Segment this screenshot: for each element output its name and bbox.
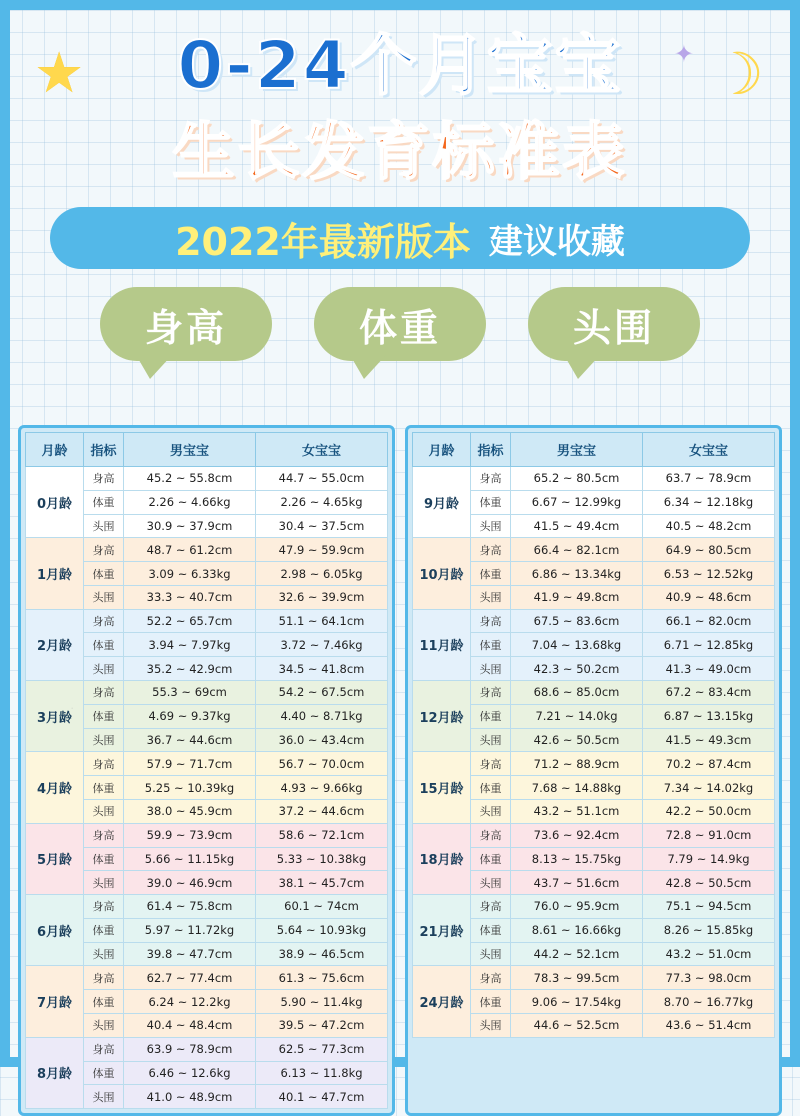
male-value: 41.5 ~ 49.4cm <box>511 514 643 538</box>
metric-label: 身高 <box>471 895 511 919</box>
male-value: 6.46 ~ 12.6kg <box>124 1061 256 1085</box>
metric-label: 体重 <box>471 633 511 657</box>
month-label: 12月龄 <box>413 681 471 752</box>
version-banner <box>50 207 750 269</box>
male-value: 45.2 ~ 55.8cm <box>124 467 256 491</box>
metric-label: 体重 <box>471 562 511 586</box>
male-value: 5.25 ~ 10.39kg <box>124 776 256 800</box>
metric-label: 体重 <box>471 704 511 728</box>
metric-label: 头围 <box>471 514 511 538</box>
metric-label: 头围 <box>84 799 124 823</box>
female-value: 70.2 ~ 87.4cm <box>643 752 775 776</box>
table-column-header-1: 指标 <box>84 433 124 467</box>
female-value: 42.8 ~ 50.5cm <box>643 871 775 895</box>
bubble-head-label: 头围 <box>528 287 700 361</box>
female-value: 66.1 ~ 82.0cm <box>643 609 775 633</box>
metric-label: 身高 <box>84 609 124 633</box>
female-value: 5.64 ~ 10.93kg <box>256 918 388 942</box>
month-label: 11月龄 <box>413 609 471 680</box>
metric-label: 身高 <box>84 467 124 491</box>
metric-label: 体重 <box>84 990 124 1014</box>
metric-label: 体重 <box>84 776 124 800</box>
table-column-header-2: 男宝宝 <box>511 433 643 467</box>
growth-table-left-card <box>18 425 395 1116</box>
male-value: 7.68 ~ 14.88kg <box>511 776 643 800</box>
female-value: 37.2 ~ 44.6cm <box>256 799 388 823</box>
table-column-header-3: 女宝宝 <box>256 433 388 467</box>
bubble-height <box>100 287 272 361</box>
male-value: 76.0 ~ 95.9cm <box>511 895 643 919</box>
female-value: 77.3 ~ 98.0cm <box>643 966 775 990</box>
month-label: 3月龄 <box>26 681 84 752</box>
female-value: 72.8 ~ 91.0cm <box>643 823 775 847</box>
month-label: 4月龄 <box>26 752 84 823</box>
male-value: 42.6 ~ 50.5cm <box>511 728 643 752</box>
male-value: 6.24 ~ 12.2kg <box>124 990 256 1014</box>
male-value: 65.2 ~ 80.5cm <box>511 467 643 491</box>
male-value: 55.3 ~ 69cm <box>124 681 256 705</box>
male-value: 44.2 ~ 52.1cm <box>511 942 643 966</box>
male-value: 43.2 ~ 51.1cm <box>511 799 643 823</box>
table-row <box>413 966 775 990</box>
month-label: 1月龄 <box>26 538 84 609</box>
female-value: 36.0 ~ 43.4cm <box>256 728 388 752</box>
female-value: 58.6 ~ 72.1cm <box>256 823 388 847</box>
table-row <box>26 681 388 705</box>
male-value: 5.97 ~ 11.72kg <box>124 918 256 942</box>
female-value: 7.79 ~ 14.9kg <box>643 847 775 871</box>
female-value: 39.5 ~ 47.2cm <box>256 1013 388 1037</box>
metric-label: 头围 <box>471 799 511 823</box>
table-header-row <box>413 433 775 467</box>
banner-note-label: 建议收藏 <box>488 221 625 262</box>
male-value: 42.3 ~ 50.2cm <box>511 657 643 681</box>
female-value: 41.3 ~ 49.0cm <box>643 657 775 681</box>
month-label: 8月龄 <box>26 1037 84 1108</box>
metric-label: 体重 <box>471 918 511 942</box>
female-value: 6.34 ~ 12.18kg <box>643 490 775 514</box>
month-label: 7月龄 <box>26 966 84 1037</box>
bubble-head <box>528 287 700 361</box>
table-column-header-0: 月龄 <box>26 433 84 467</box>
male-value: 71.2 ~ 88.9cm <box>511 752 643 776</box>
metric-label: 身高 <box>84 752 124 776</box>
female-value: 47.9 ~ 59.9cm <box>256 538 388 562</box>
female-value: 2.98 ~ 6.05kg <box>256 562 388 586</box>
male-value: 41.0 ~ 48.9cm <box>124 1085 256 1109</box>
table-column-header-0: 月龄 <box>413 433 471 467</box>
male-value: 39.0 ~ 46.9cm <box>124 871 256 895</box>
table-row <box>26 823 388 847</box>
male-value: 41.9 ~ 49.8cm <box>511 585 643 609</box>
table-row <box>26 752 388 776</box>
male-value: 5.66 ~ 11.15kg <box>124 847 256 871</box>
metric-label: 头围 <box>84 942 124 966</box>
metric-label: 体重 <box>84 562 124 586</box>
female-value: 5.33 ~ 10.38kg <box>256 847 388 871</box>
female-value: 2.26 ~ 4.65kg <box>256 490 388 514</box>
male-value: 6.86 ~ 13.34kg <box>511 562 643 586</box>
metric-label: 体重 <box>471 847 511 871</box>
male-value: 73.6 ~ 92.4cm <box>511 823 643 847</box>
male-value: 44.6 ~ 52.5cm <box>511 1013 643 1037</box>
month-label: 15月龄 <box>413 752 471 823</box>
female-value: 41.5 ~ 49.3cm <box>643 728 775 752</box>
metric-label: 体重 <box>84 704 124 728</box>
female-value: 5.90 ~ 11.4kg <box>256 990 388 1014</box>
metric-label: 身高 <box>471 752 511 776</box>
metric-label: 头围 <box>471 871 511 895</box>
female-value: 40.1 ~ 47.7cm <box>256 1085 388 1109</box>
female-value: 6.87 ~ 13.15kg <box>643 704 775 728</box>
table-row <box>413 681 775 705</box>
moon-icon: ☽ <box>712 42 764 107</box>
metric-label: 身高 <box>471 681 511 705</box>
growth-table-left <box>25 432 388 1109</box>
male-value: 52.2 ~ 65.7cm <box>124 609 256 633</box>
table-column-header-2: 男宝宝 <box>124 433 256 467</box>
male-value: 2.26 ~ 4.66kg <box>124 490 256 514</box>
male-value: 33.3 ~ 40.7cm <box>124 585 256 609</box>
female-value: 62.5 ~ 77.3cm <box>256 1037 388 1061</box>
metric-label: 身高 <box>471 538 511 562</box>
table-row <box>26 467 388 491</box>
female-value: 4.40 ~ 8.71kg <box>256 704 388 728</box>
table-row <box>413 895 775 919</box>
male-value: 6.67 ~ 12.99kg <box>511 490 643 514</box>
metric-label: 身高 <box>471 609 511 633</box>
female-value: 40.5 ~ 48.2cm <box>643 514 775 538</box>
title-row <box>0 18 800 107</box>
metric-label: 头围 <box>84 1013 124 1037</box>
metric-label: 身高 <box>84 1037 124 1061</box>
metric-label: 头围 <box>471 585 511 609</box>
female-value: 38.1 ~ 45.7cm <box>256 871 388 895</box>
table-header-row <box>26 433 388 467</box>
metric-label: 体重 <box>471 776 511 800</box>
male-value: 48.7 ~ 61.2cm <box>124 538 256 562</box>
female-value: 4.93 ~ 9.66kg <box>256 776 388 800</box>
month-label: 18月龄 <box>413 823 471 894</box>
bubble-weight-label: 体重 <box>314 287 486 361</box>
metric-label: 身高 <box>84 966 124 990</box>
female-value: 67.2 ~ 83.4cm <box>643 681 775 705</box>
metric-label: 头围 <box>84 585 124 609</box>
female-value: 61.3 ~ 75.6cm <box>256 966 388 990</box>
metric-label: 身高 <box>471 467 511 491</box>
bubble-tail-icon <box>350 355 386 379</box>
male-value: 3.09 ~ 6.33kg <box>124 562 256 586</box>
category-bubbles <box>50 287 750 361</box>
male-value: 35.2 ~ 42.9cm <box>124 657 256 681</box>
male-value: 62.7 ~ 77.4cm <box>124 966 256 990</box>
male-value: 40.4 ~ 48.4cm <box>124 1013 256 1037</box>
metric-label: 体重 <box>471 990 511 1014</box>
table-column-header-1: 指标 <box>471 433 511 467</box>
growth-table-right-card <box>405 425 782 1116</box>
metric-label: 身高 <box>471 966 511 990</box>
metric-label: 体重 <box>84 633 124 657</box>
metric-label: 身高 <box>471 823 511 847</box>
male-value: 7.21 ~ 14.0kg <box>511 704 643 728</box>
sparkle-icon: ✦ <box>673 41 694 68</box>
growth-tables <box>18 425 782 1116</box>
female-value: 6.13 ~ 11.8kg <box>256 1061 388 1085</box>
female-value: 30.4 ~ 37.5cm <box>256 514 388 538</box>
month-label: 21月龄 <box>413 895 471 966</box>
female-value: 56.7 ~ 70.0cm <box>256 752 388 776</box>
male-value: 78.3 ~ 99.5cm <box>511 966 643 990</box>
page-title-line2: 生长发育标准表 <box>172 115 628 188</box>
male-value: 9.06 ~ 17.54kg <box>511 990 643 1014</box>
female-value: 8.26 ~ 15.85kg <box>643 918 775 942</box>
table-row <box>26 609 388 633</box>
male-value: 39.8 ~ 47.7cm <box>124 942 256 966</box>
female-value: 51.1 ~ 64.1cm <box>256 609 388 633</box>
male-value: 7.04 ~ 13.68kg <box>511 633 643 657</box>
metric-label: 体重 <box>84 490 124 514</box>
poster-header <box>0 0 800 365</box>
month-label: 24月龄 <box>413 966 471 1037</box>
female-value: 34.5 ~ 41.8cm <box>256 657 388 681</box>
male-value: 38.0 ~ 45.9cm <box>124 799 256 823</box>
female-value: 3.72 ~ 7.46kg <box>256 633 388 657</box>
male-value: 4.69 ~ 9.37kg <box>124 704 256 728</box>
metric-label: 身高 <box>84 895 124 919</box>
female-value: 6.53 ~ 12.52kg <box>643 562 775 586</box>
table-row <box>26 538 388 562</box>
metric-label: 头围 <box>84 514 124 538</box>
male-value: 67.5 ~ 83.6cm <box>511 609 643 633</box>
male-value: 68.6 ~ 85.0cm <box>511 681 643 705</box>
table-row <box>26 895 388 919</box>
male-value: 43.7 ~ 51.6cm <box>511 871 643 895</box>
month-label: 2月龄 <box>26 609 84 680</box>
male-value: 3.94 ~ 7.97kg <box>124 633 256 657</box>
banner-year-label: 2022年最新版本 <box>175 219 471 264</box>
page-title-line1: 0-24个月宝宝 <box>177 26 623 104</box>
metric-label: 头围 <box>84 728 124 752</box>
bubble-height-label: 身高 <box>100 287 272 361</box>
female-value: 43.2 ~ 51.0cm <box>643 942 775 966</box>
table-column-header-3: 女宝宝 <box>643 433 775 467</box>
metric-label: 头围 <box>84 1085 124 1109</box>
metric-label: 体重 <box>84 918 124 942</box>
female-value: 6.71 ~ 12.85kg <box>643 633 775 657</box>
female-value: 40.9 ~ 48.6cm <box>643 585 775 609</box>
month-label: 9月龄 <box>413 467 471 538</box>
male-value: 30.9 ~ 37.9cm <box>124 514 256 538</box>
male-value: 66.4 ~ 82.1cm <box>511 538 643 562</box>
metric-label: 体重 <box>84 847 124 871</box>
metric-label: 头围 <box>84 871 124 895</box>
metric-label: 头围 <box>471 657 511 681</box>
female-value: 64.9 ~ 80.5cm <box>643 538 775 562</box>
male-value: 57.9 ~ 71.7cm <box>124 752 256 776</box>
metric-label: 头围 <box>471 728 511 752</box>
female-value: 32.6 ~ 39.9cm <box>256 585 388 609</box>
growth-table-right <box>412 432 775 1038</box>
male-value: 59.9 ~ 73.9cm <box>124 823 256 847</box>
male-value: 8.13 ~ 15.75kg <box>511 847 643 871</box>
metric-label: 头围 <box>471 1013 511 1037</box>
table-row <box>26 966 388 990</box>
female-value: 42.2 ~ 50.0cm <box>643 799 775 823</box>
metric-label: 体重 <box>471 490 511 514</box>
metric-label: 头围 <box>471 942 511 966</box>
table-row <box>413 823 775 847</box>
female-value: 54.2 ~ 67.5cm <box>256 681 388 705</box>
bubble-tail-icon <box>136 355 172 379</box>
table-row <box>413 467 775 491</box>
table-row <box>26 1037 388 1061</box>
month-label: 0月龄 <box>26 467 84 538</box>
female-value: 60.1 ~ 74cm <box>256 895 388 919</box>
month-label: 10月龄 <box>413 538 471 609</box>
male-value: 8.61 ~ 16.66kg <box>511 918 643 942</box>
female-value: 38.9 ~ 46.5cm <box>256 942 388 966</box>
male-value: 63.9 ~ 78.9cm <box>124 1037 256 1061</box>
metric-label: 体重 <box>84 1061 124 1085</box>
metric-label: 身高 <box>84 538 124 562</box>
month-label: 6月龄 <box>26 895 84 966</box>
bubble-weight <box>314 287 486 361</box>
female-value: 44.7 ~ 55.0cm <box>256 467 388 491</box>
star-icon: ★ <box>34 41 85 104</box>
female-value: 63.7 ~ 78.9cm <box>643 467 775 491</box>
metric-label: 身高 <box>84 823 124 847</box>
female-value: 75.1 ~ 94.5cm <box>643 895 775 919</box>
table-row <box>413 752 775 776</box>
month-label: 5月龄 <box>26 823 84 894</box>
bubble-tail-icon <box>564 355 600 379</box>
table-row <box>413 609 775 633</box>
metric-label: 头围 <box>84 657 124 681</box>
metric-label: 身高 <box>84 681 124 705</box>
table-row <box>413 538 775 562</box>
female-value: 7.34 ~ 14.02kg <box>643 776 775 800</box>
female-value: 8.70 ~ 16.77kg <box>643 990 775 1014</box>
male-value: 36.7 ~ 44.6cm <box>124 728 256 752</box>
male-value: 61.4 ~ 75.8cm <box>124 895 256 919</box>
female-value: 43.6 ~ 51.4cm <box>643 1013 775 1037</box>
